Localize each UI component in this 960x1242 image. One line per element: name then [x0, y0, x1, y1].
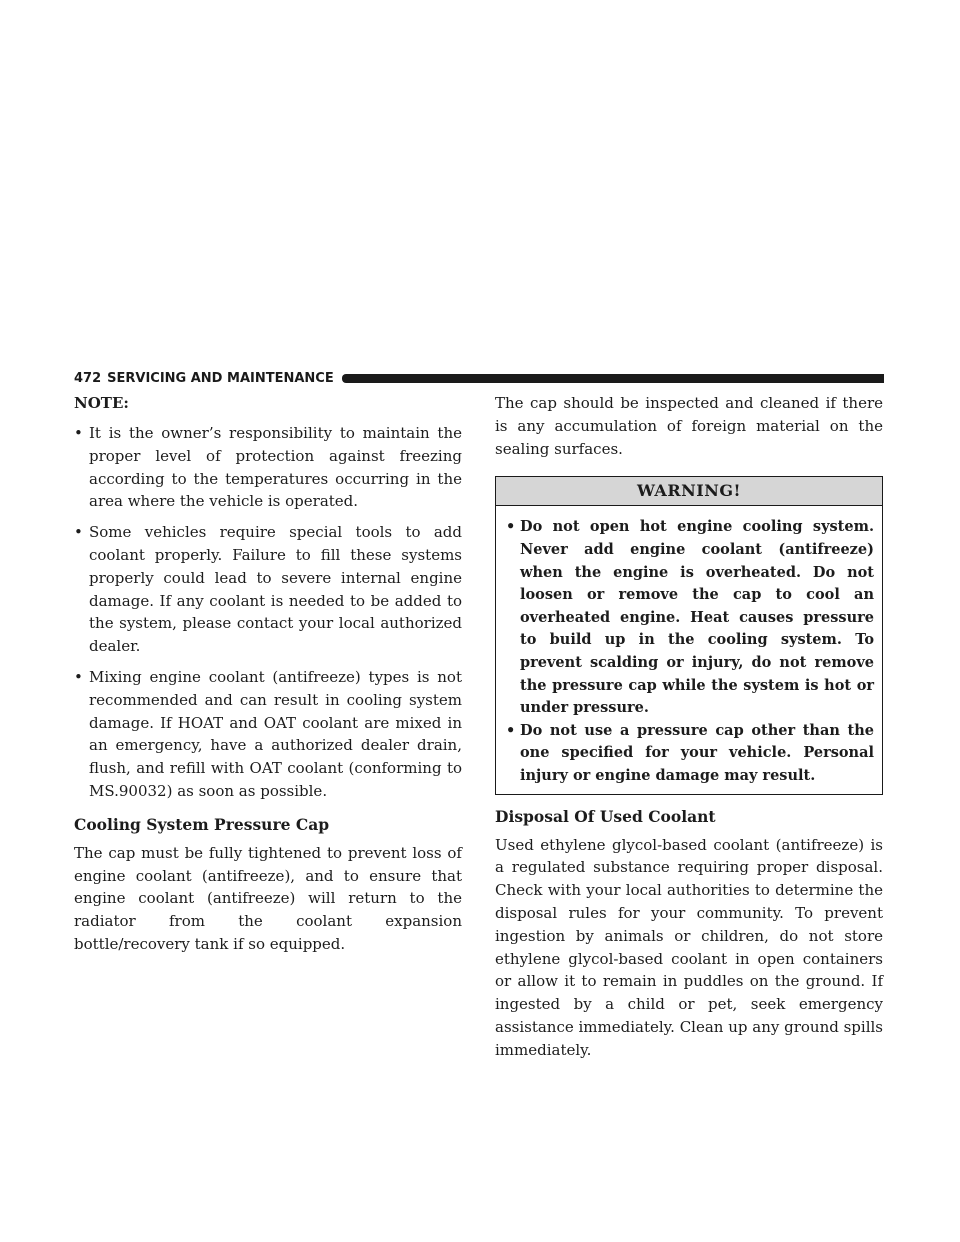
cap-paragraph: The cap must be fully tightened to prevent loss of engine coolant (antifreeze), and to ensure that engine coolant (antifreeze) will return to the radiator from the coolant expansion bottle/recovery tank if so equipped. — [74, 843, 462, 953]
intro-paragraph: The cap should be inspected and cleaned if there is any accumulation of foreign material on the sealing surfaces. — [495, 394, 883, 458]
warning-item — [506, 720, 874, 788]
bullet-icon: • — [74, 424, 83, 442]
warning-title: WARNING! — [496, 477, 882, 506]
page-header — [74, 368, 884, 388]
bullet-icon: • — [506, 721, 516, 739]
page-number: 472 — [74, 370, 102, 386]
note-item — [74, 422, 462, 513]
note-list — [74, 422, 462, 803]
note-item-text: Mixing engine coolant (antifreeze) types is not recommended and can result in cooling system damage. If HOAT and OAT coolant are mixed in an emergency, have a authorized dealer drain, flush, and refill with OAT coolant (conforming to MS.90032) as soon as possible. — [89, 667, 462, 800]
note-item-text: Some vehicles require special tools to add coolant properly. Failure to fill these systems properly could lead to severe internal engine damage. If any coolant is needed to be added to the system, please contact your local authorized dealer. — [89, 523, 462, 656]
warning-list — [496, 506, 882, 793]
note-item — [74, 521, 462, 658]
warning-item-text: Do not open hot engine cooling system. Never add engine coolant (antifreeze) when the engine is overheated. Do not loosen or remove the cap to cool an overheated engine. Heat causes pressure to build up in the cooling system. To prevent scalding or injury, do not remove the pressure cap while the system is hot or under pressure. — [520, 518, 874, 717]
note-item-text: It is the owner’s responsibility to maintain the proper level of protection against freezing according to the temperatures occurring in the area where the vehicle is operated. — [89, 424, 462, 511]
warning-box — [495, 476, 883, 794]
left-column — [74, 392, 462, 962]
disposal-paragraph: Used ethylene glycol-based coolant (antifreeze) is a regulated substance requiring proper disposal. Check with your local authorities to determine the disposal rules for your community. To prevent ingestion by animals or children, do not store ethylene glycol-based coolant in open containers or allow it to remain in puddles on the ground. If ingested by a child or pet, seek emergency assistance immediately. Clean up any ground spills immediately. — [495, 835, 883, 1059]
bullet-icon: • — [74, 667, 83, 686]
warning-item — [506, 516, 874, 719]
note-item — [74, 666, 462, 803]
bullet-icon: • — [506, 518, 516, 536]
bullet-icon: • — [74, 523, 83, 542]
header-rule — [342, 374, 884, 383]
cap-heading: Cooling System Pressure Cap — [74, 814, 330, 834]
warning-item-text: Do not use a pressure cap other than the one specified for your vehicle. Personal injury or engine damage may result. — [520, 721, 874, 784]
page-header-label — [74, 371, 334, 386]
note-title: NOTE: — [74, 394, 129, 412]
disposal-heading: Disposal Of Used Coolant — [495, 806, 716, 826]
right-column — [495, 392, 883, 1067]
section-title: SERVICING AND MAINTENANCE — [107, 370, 334, 386]
